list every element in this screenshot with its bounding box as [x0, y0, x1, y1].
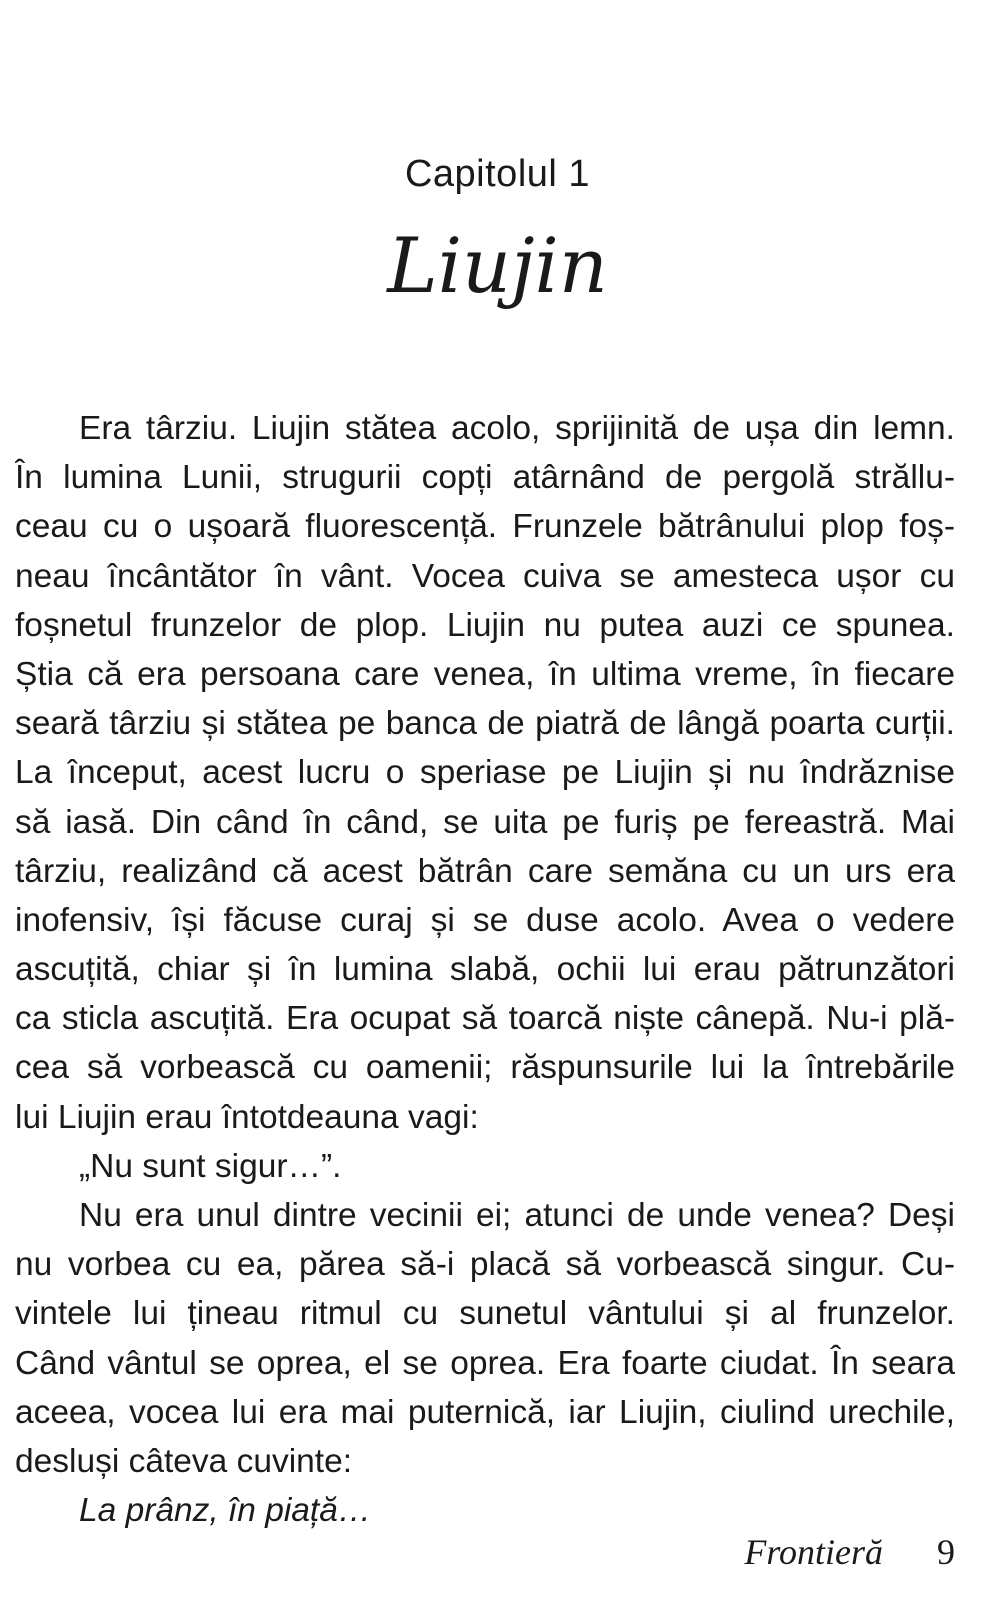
body-text: [15, 404, 955, 1535]
text-line: Știa că era persoana care venea, în ultima vreme, în fiecare: [15, 655, 955, 693]
text-line: ceau cu o ușoară fluorescență. Frunzele bătrânului plop foș-: [15, 508, 955, 546]
text-line: Era târziu. Liujin stătea acolo, sprijinită de ușa din lemn.: [79, 410, 955, 447]
text-line: neau încântător în vânt. Vocea cuiva se amesteca ușor cu: [15, 557, 955, 595]
page-number: 9: [937, 1532, 955, 1572]
text-line: Când vântul se oprea, el se oprea. Era foarte ciudat. În seara: [15, 1344, 955, 1382]
text-line: „Nu sunt sigur…”.: [79, 1147, 342, 1185]
chapter-label: Capitolul 1: [404, 153, 591, 195]
running-title: Frontieră: [744, 1532, 883, 1572]
text-line: ascuțită, chiar și în lumina slabă, ochii lui erau pătrunzători: [15, 951, 955, 989]
text-line: Nu era unul dintre vecinii ei; atunci de unde venea? Deși: [79, 1197, 955, 1234]
text-line: cea să vorbească cu oamenii; răspunsurile lui la întrebările: [15, 1049, 955, 1087]
page-footer: [0, 1530, 995, 1580]
text-line: inofensiv, își făcuse curaj și se duse acolo. Avea o vedere: [15, 901, 955, 939]
text-line: seară târziu și stătea pe banca de piatră de lângă poarta curții.: [15, 705, 955, 743]
text-line: La început, acest lucru o speriase pe Liujin și nu îndrăznise: [15, 754, 955, 792]
text-line: vintele lui țineau ritmul cu sunetul vântului și al frunzelor.: [15, 1295, 955, 1333]
text-line: foșnetul frunzelor de plop. Liujin nu putea auzi ce spunea.: [15, 606, 955, 644]
text-line: nu vorbea cu ea, părea să-i placă să vorbească singur. Cu-: [15, 1246, 955, 1284]
text-line: În lumina Lunii, strugurii copți atârnând de pergolă străllu-: [15, 459, 955, 497]
text-line: târziu, realizând că acest bătrân care semăna cu un urs era: [15, 852, 955, 890]
text-line: aceea, vocea lui era mai puternică, iar Liujin, ciulind urechile,: [15, 1393, 955, 1431]
text-line: să iasă. Din când în când, se uita pe furiș pe fereastră. Mai: [15, 803, 955, 841]
text-line: desluși câteva cuvinte:: [15, 1442, 353, 1480]
chapter-title: Liujin: [387, 221, 608, 310]
text-line: ca sticla ascuțită. Era ocupat să toarcă niște cânepă. Nu-i plă-: [15, 1000, 955, 1038]
text-line-italic: La prânz, în piață…: [79, 1492, 372, 1530]
text-line: lui Liujin erau întotdeauna vagi:: [15, 1098, 479, 1136]
